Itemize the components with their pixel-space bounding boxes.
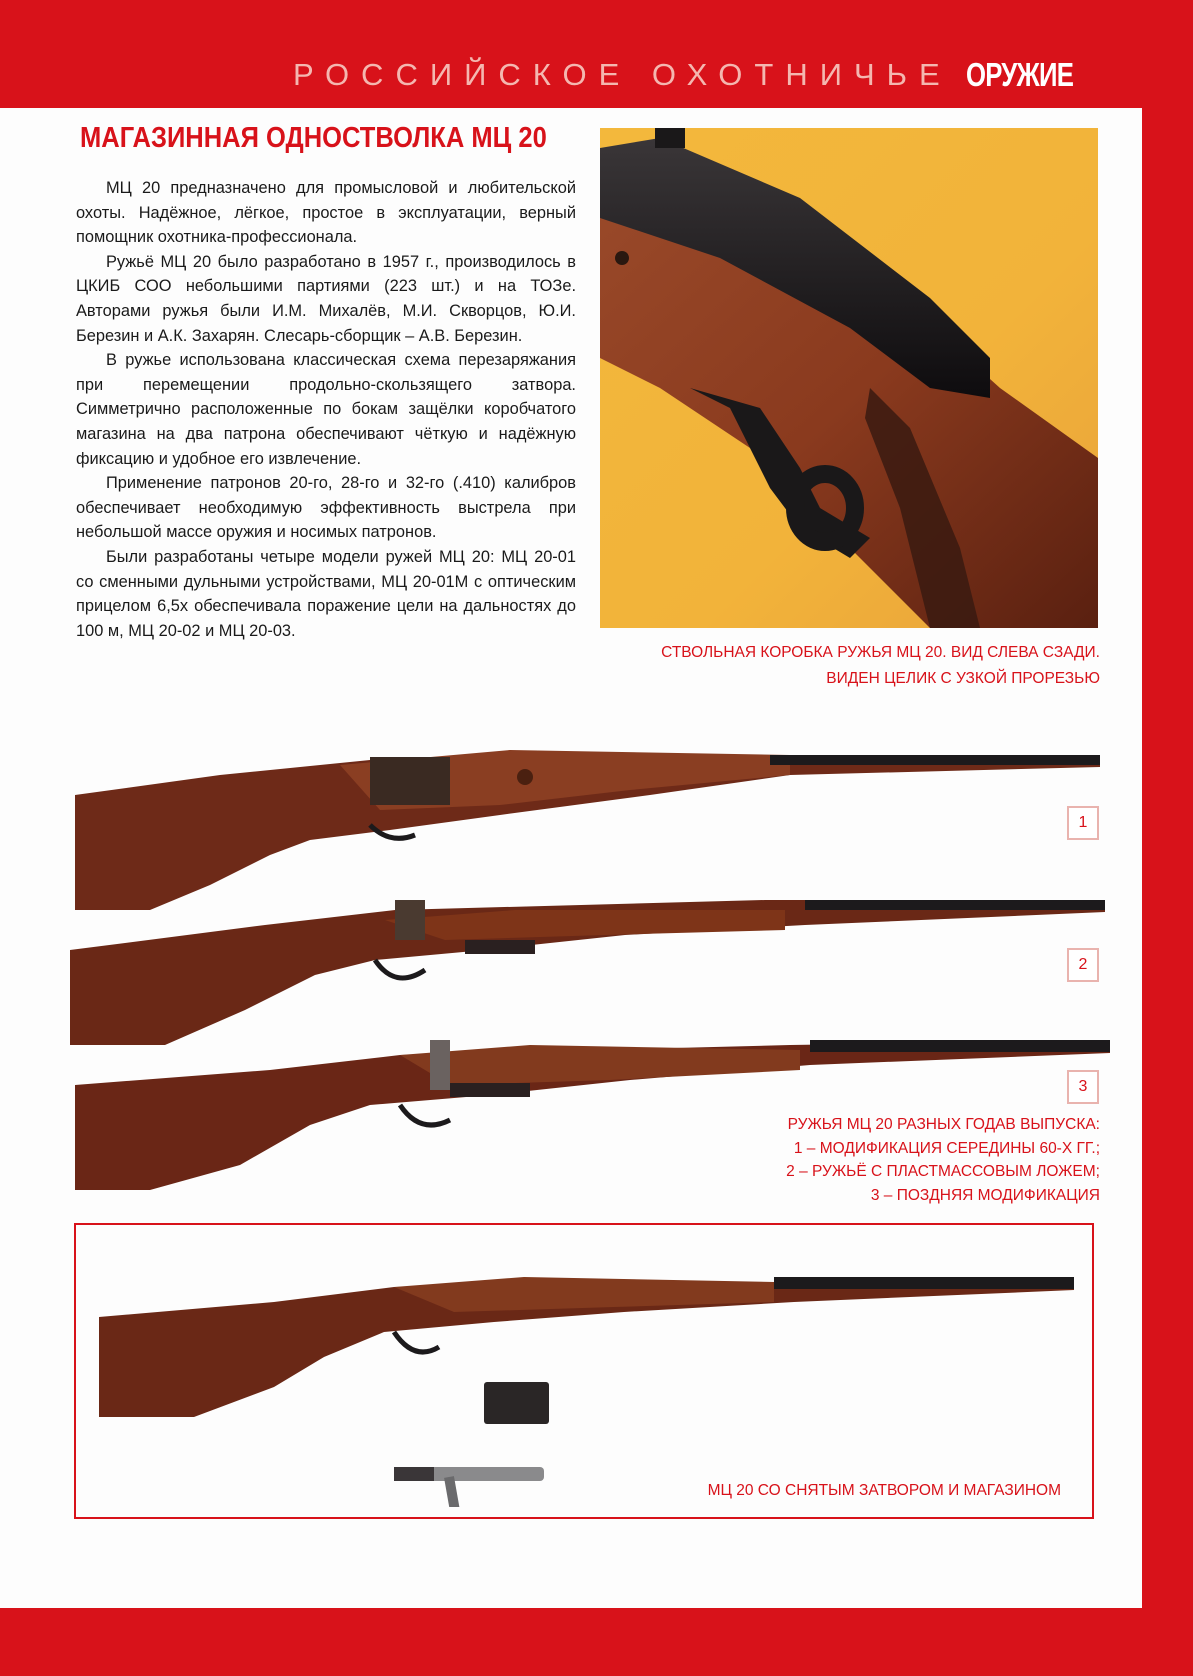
article-body [76,176,576,643]
magazine-header [293,55,1103,95]
receiver-illustration [600,128,1098,628]
rifle-number-3: 3 [1067,1070,1099,1104]
disassembled-caption: МЦ 20 СО СНЯТЫМ ЗАТВОРОМ И МАГАЗИНОМ [707,1482,1061,1499]
rifle-number-2: 2 [1067,948,1099,982]
disassembled-rifle-image [94,1257,1094,1507]
receiver-photo [600,128,1098,628]
article-paragraph: Были разработаны четыре модели ружей МЦ 20: МЦ 20-01 со сменными дульными устройствами, МЦ 20-01М с оптическим прицелом 6,5х обеспечивала поражение цели на дальностях до 100 м, МЦ 20-02 и МЦ 20-03. [76,547,576,640]
receiver-caption [580,640,1100,692]
variants-caption [680,1113,1100,1207]
caption-line: РУЖЬЯ МЦ 20 РАЗНЫХ ГОДАВ ВЫПУСКА: [787,1116,1100,1133]
caption-line: 1 – МОДИФИКАЦИЯ СЕРЕДИНЫ 60-Х ГГ.; [793,1139,1100,1157]
article-title: МАГАЗИННАЯ ОДНОСТВОЛКА МЦ 20 [80,122,547,154]
article-paragraph: В ружье использована классическая схема перезаряжания при перемещении продольно-скользящего затвора. Симметрично расположенные по бокам защёлки коробчатого магазина на два патрона обеспечивают чёткую и надёжную фиксацию и удобное его извлечение. [76,351,576,468]
magazine-logo: ОРУЖИЕ [965,56,1073,93]
article-paragraph: Ружьё МЦ 20 было разработано в 1957 г., производилось в ЦКИБ СОО небольшими партиями (223 шт.) и на ТОЗе. Авторами ружья были И.М. Михалёв, М.И. Скворцов, Ю.И. Березин и А.К. Захарян. Слесарь-сборщик – А.В. Березин. [76,252,576,345]
rifle-number-1: 1 [1067,806,1099,840]
magazine-series-title: РОССИЙСКОЕ ОХОТНИЧЬЕ [292,57,952,92]
caption-line: 3 – ПОЗДНЯЯ МОДИФИКАЦИЯ [870,1186,1100,1204]
article-paragraph: МЦ 20 предназначено для промысловой и любительской охоты. Надёжное, лёгкое, простое в эксплуатации, верный помощник охотника-профессионала. [76,179,576,247]
caption-line: 2 – РУЖЬЁ С ПЛАСТМАССОВЫМ ЛОЖЕМ; [786,1163,1100,1180]
caption-line: СТВОЛЬНАЯ КОРОБКА РУЖЬЯ МЦ 20. ВИД СЛЕВА СЗАДИ. [661,644,1100,661]
article-paragraph: Применение патронов 20-го, 28-го и 32-го (.410) калибров обеспечивает необходимую эффективность выстрела при небольшой массе оружия и носимых патронов. [76,474,576,542]
disassembled-rifle-frame [74,1223,1094,1519]
caption-line: ВИДЕН ЦЕЛИК С УЗКОЙ ПРОРЕЗЬЮ [826,670,1100,687]
